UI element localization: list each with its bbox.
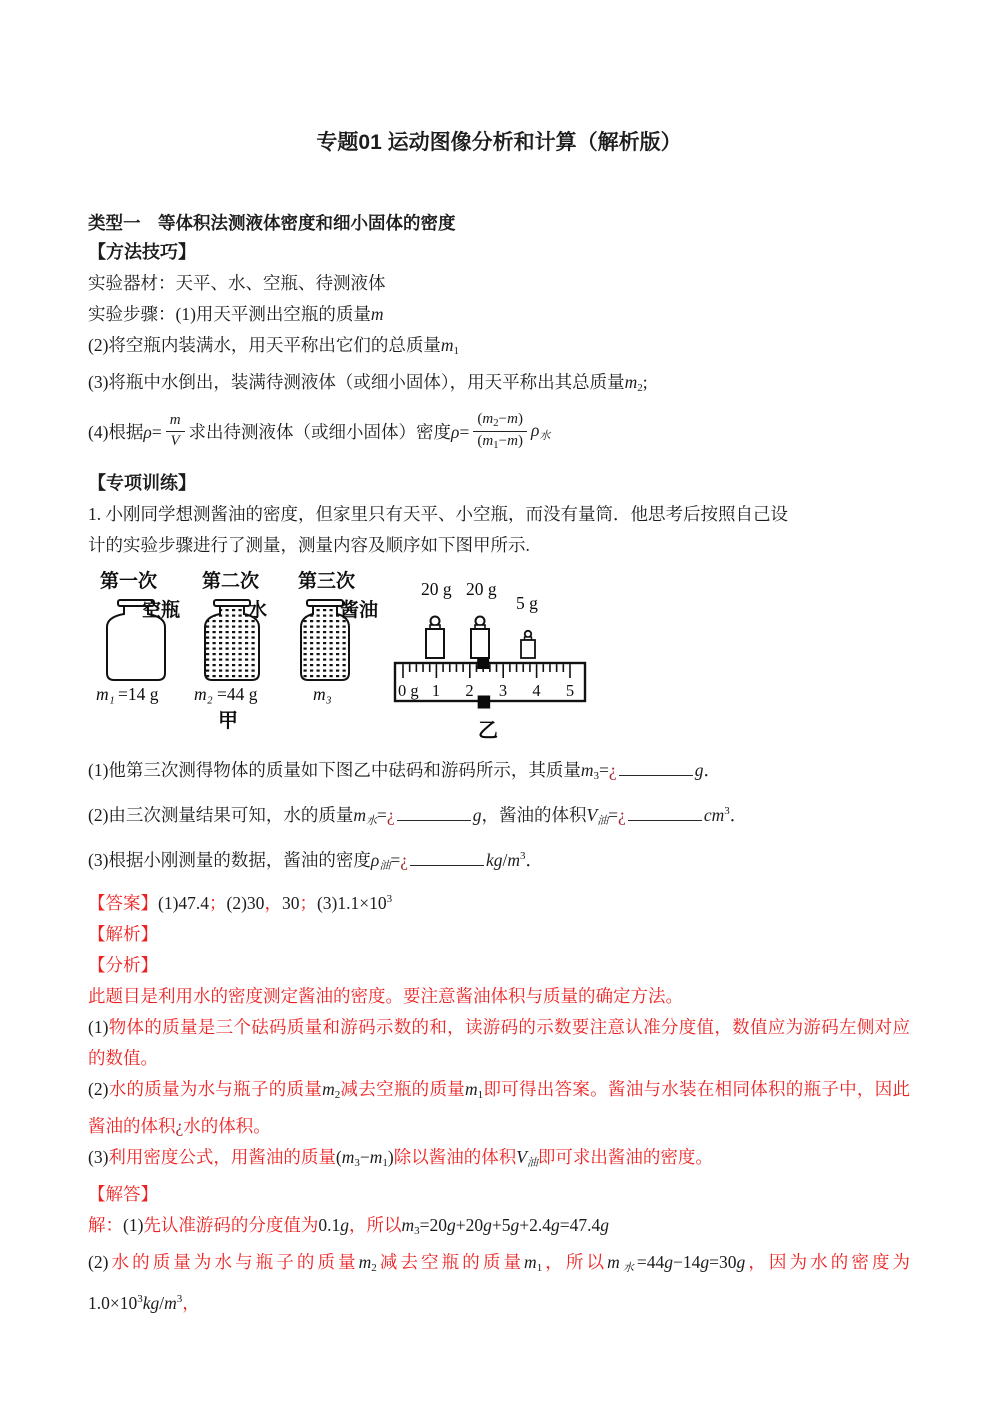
answer-line: 【答案】(1)47.4；(2)30，30；$(3)1.1\times 10^3$ [88,893,393,913]
question-1: (1)他第三次测得物体的质量如下图乙中砝码和游码所示，其质量$m_3=¿$ g． [88,760,721,782]
analysis-point-3: (3)利用密度公式，用酱油的质量$(m_3-m_1)$除以酱油的体积V油即可求出酱油的密度。 [88,1147,713,1169]
analysis-point-2: (2)水的质量为水与瓶子的质量$m_2$减去空瓶的质量$m_1$即可得出答案。酱油与水装在相同体积的瓶子中，因此酱油的体积¿水的体积。 [88,1079,911,1136]
training-label: 【专项训练】 [88,473,196,493]
weight-2-knob [476,617,485,626]
beam-scale [395,657,585,709]
method-step-3: (3)将瓶中水倒出，装满待测液体（或细小固体），用天平称出其总质量$m_2$; [88,372,648,394]
fenxi-label: 【分析】 [88,955,158,975]
method-step-2: (2)将空瓶内装满水，用天平称出它们的总质量$m_1$ [88,335,460,357]
question-2: (2)由三次测量结果可知，水的质量m水=¿ g，酱油的体积V油=¿ $cm^3$． [88,805,748,827]
method-tips-label: 【方法技巧】 [88,242,196,262]
weight-3-body [521,640,535,658]
weight-1-body [426,629,444,658]
svg-text:5: 5 [565,681,575,700]
caption-jia: 甲 [218,710,238,732]
svg-text:3: 3 [498,681,508,700]
svg-text:m₁: m₁ [96,684,115,704]
svg-text:第一次: 第一次 [100,571,158,592]
solution-step-1: 解：(1)先认准游码的分度值为0.1g，所以$m_3=20g+20g+5g+2.4g=47.4g$ [88,1215,610,1237]
bottle-3-lip [307,600,343,606]
svg-text:m₃: m₃ [313,684,332,704]
fraction-mass-ratio: $\frac{(m_2-m)}{(m_1-m)}$ [473,411,527,451]
formula-prefix: (4)根据ρ= [88,421,162,442]
solution-step-2: (2)水的质量为水与瓶子的质量$m_2$减去空瓶的质量$m_1$，所以m水=44g−14g=30g，因为水的密度为$1.0\times 10^3kg/m^3$， [88,1252,911,1313]
question-3: (3)根据小刚测量的数据，酱油的密度ρ油=¿ $kg/m^3$． [88,850,544,872]
method-step-4 [88,404,910,458]
svg-text:5 g: 5 g [516,593,538,613]
fraction-m-over-v: $\frac{m}{V}$ [166,412,185,450]
caption-yi: 乙 [478,720,498,741]
weight-5g [516,593,538,658]
method-step-1: 实验步骤：(1)用天平测出空瓶的质量m [88,304,384,324]
svg-text:第二次: 第二次 [202,571,260,592]
weight-1-knob [431,617,440,626]
svg-text:20 g: 20 g [421,579,452,599]
trial-3-soy-sauce-bottle [298,569,378,704]
weight-2-body [471,629,489,658]
problem-text-line-1: 1. 小刚同学想测酱油的密度，但家里只有天平、小空瓶，而没有量筒．他思考后按照自己设 [88,504,788,524]
weight-20g-2 [466,579,497,658]
page-title: 专题01 运动图像分析和计算（解析版） [316,131,682,154]
trial-2-water-bottle [194,569,267,704]
bottle-2-lip [214,600,250,606]
figure-drawing [88,569,598,741]
svg-text:4: 4 [532,681,541,700]
svg-text:=44 g: =44 g [217,684,258,704]
trial-1-empty-bottle [96,569,180,704]
formula-suffix: ρ水 [530,419,551,442]
jiexi-label: 【解析】 [88,924,158,944]
rider-marker-bottom [478,696,491,709]
rider-marker-top [477,657,489,669]
jieda-label: 【解答】 [88,1184,158,1204]
analysis-point-1: (1)物体的质量是三个砝码质量和游码示数的和，读游码的示数要注意认准分度值，数值应为游码左侧对应的数值。 [88,1017,910,1068]
weight-20g-1 [421,579,452,658]
svg-text:2: 2 [465,681,474,700]
analysis-intro: 此题目是利用水的密度测定酱油的密度。要注意酱油体积与质量的确定方法。 [88,986,683,1006]
materials-line: 实验器材：天平、水、空瓶、待测液体 [88,273,386,293]
svg-text:第三次: 第三次 [298,571,356,592]
formula-middle: 求出待测液体（或细小固体）密度ρ= [188,421,470,442]
svg-text:=14 g: =14 g [118,684,159,704]
problem-text-line-2: 计的实验步骤进行了测量，测量内容及顺序如下图甲所示. [88,535,530,555]
experiment-figure [88,569,910,741]
svg-text:空瓶: 空瓶 [142,600,181,621]
svg-text:m₂: m₂ [194,684,213,704]
svg-text:0 g: 0 g [398,681,419,700]
svg-text:酱油: 酱油 [340,600,379,621]
svg-text:1: 1 [431,681,441,700]
svg-text:20 g: 20 g [466,579,497,599]
weight-3-knob [525,631,531,637]
svg-text:水: 水 [248,600,268,621]
type-heading: 类型一 等体积法测液体密度和细小固体的密度 [88,213,456,233]
